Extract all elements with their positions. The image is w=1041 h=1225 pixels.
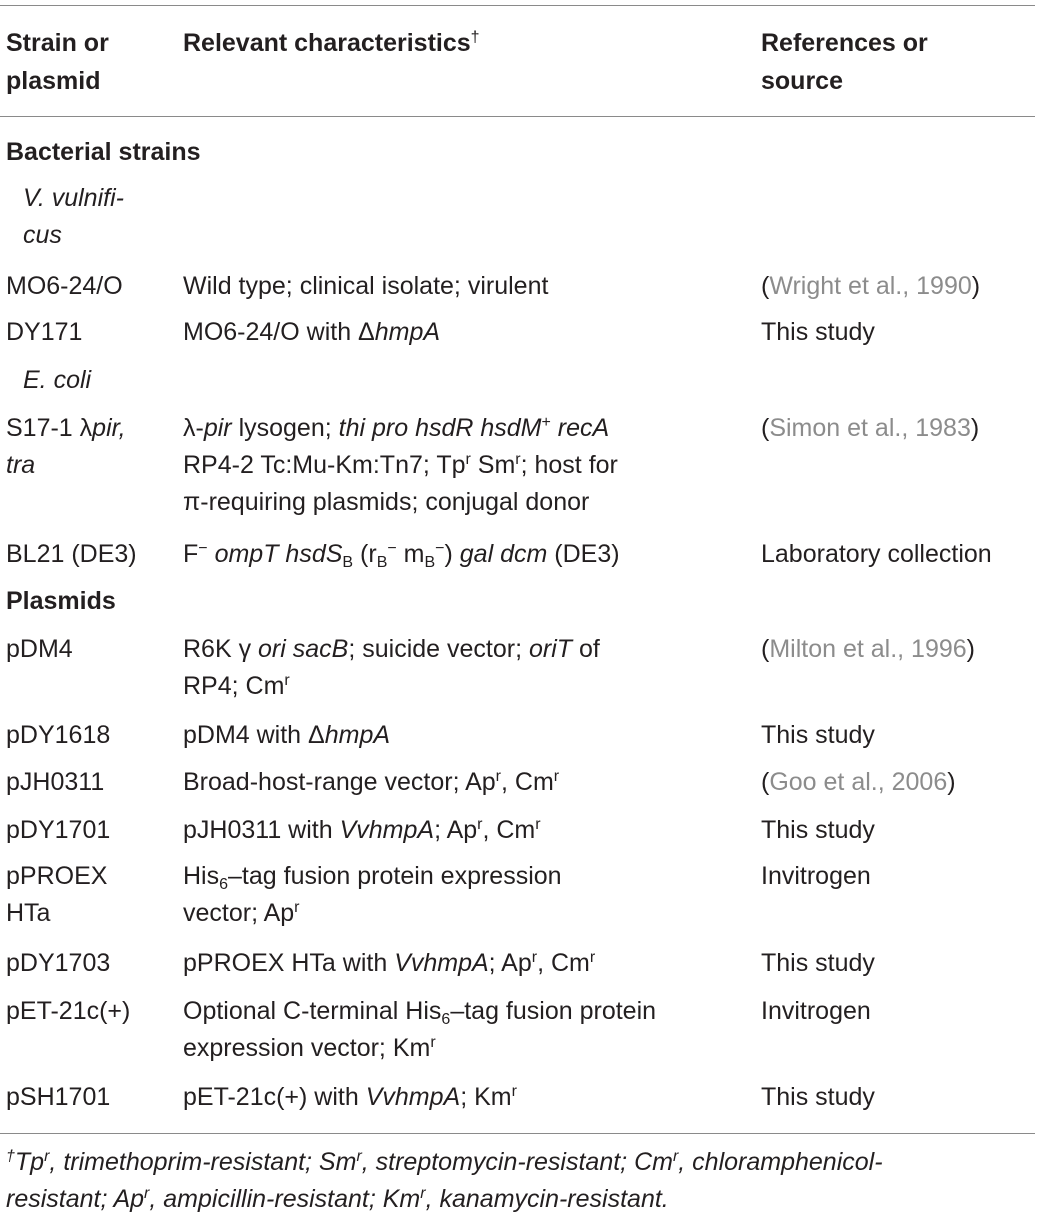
t: r	[511, 1083, 517, 1100]
t: r	[531, 949, 538, 966]
t: HTa	[6, 899, 51, 927]
reference-link[interactable]: Wright et al., 1990	[769, 272, 972, 300]
t: 6	[219, 876, 229, 893]
plasmid-name: pET-21c(+)	[6, 997, 131, 1025]
t: ; host for	[520, 451, 618, 479]
t: r	[589, 949, 596, 966]
reference-link[interactable]: Goo et al., 2006	[769, 768, 948, 796]
t: r	[672, 1148, 679, 1165]
header-col1-line2: plasmid	[6, 67, 101, 95]
t: r	[477, 816, 483, 833]
characteristics	[183, 717, 743, 754]
footnote-dagger: †	[6, 1148, 15, 1165]
ref-open: (	[761, 635, 770, 663]
plasmid-name	[6, 858, 176, 932]
t: B	[424, 554, 436, 571]
strain-name: MO6-24/O	[6, 272, 123, 300]
gene-name: hmpA	[324, 721, 391, 749]
header-relevant-characteristics	[183, 24, 743, 62]
reference	[761, 410, 1041, 447]
t: gal dcm	[459, 540, 548, 568]
reference: This study	[761, 1083, 875, 1111]
reference-link[interactable]: Milton et al., 1996	[769, 635, 967, 663]
ref-close: )	[971, 272, 981, 300]
t: , chloramphenicol-	[678, 1148, 883, 1176]
reference: This study	[761, 816, 875, 844]
gene-name: VvhmpA	[394, 949, 489, 977]
characteristics: Wild type; clinical isolate; virulent	[183, 272, 549, 300]
t: r	[284, 672, 290, 689]
characteristics	[183, 410, 743, 521]
header-col3-line1: References or	[761, 29, 928, 57]
t: , ampicillin-resistant; Km	[149, 1185, 421, 1213]
strain-name: BL21 (DE3)	[6, 540, 137, 568]
t: ori sacB	[258, 635, 349, 663]
t: expression vector; Km	[183, 1034, 431, 1062]
header-rule	[0, 116, 1035, 117]
t: F	[183, 540, 199, 568]
t: –tag fusion protein	[450, 997, 657, 1025]
t: B	[342, 554, 354, 571]
section-title-bacterial: Bacterial strains	[6, 138, 201, 166]
t: π-requiring plasmids; conjugal donor	[183, 488, 590, 516]
t: RP4; Cm	[183, 672, 285, 700]
t: pJH0311 with	[183, 816, 340, 844]
reference	[761, 268, 1041, 305]
t: −	[198, 540, 208, 557]
t: r	[294, 899, 300, 916]
t: r	[430, 1034, 436, 1051]
t: Broad-host-range vector; Ap	[183, 768, 496, 796]
t: , streptomycin-resistant; Cm	[361, 1148, 673, 1176]
t: ; Ap	[488, 949, 532, 977]
characteristics	[183, 764, 743, 801]
reference: This study	[761, 949, 875, 977]
t: Tp	[14, 1148, 45, 1176]
header-col1-line1: Strain or	[6, 29, 109, 57]
vvul-line1: V. vulnifi-	[23, 184, 124, 212]
t: λ-	[183, 414, 204, 442]
reference	[761, 631, 1041, 668]
t: , kanamycin-resistant.	[425, 1185, 669, 1213]
reference: This study	[761, 721, 875, 749]
t: ; suicide vector;	[348, 635, 529, 663]
t: r	[495, 768, 501, 785]
strain-name: DY171	[6, 318, 83, 346]
table-top-rule	[0, 5, 1035, 6]
header-strain-or-plasmid	[6, 24, 176, 100]
t: +	[541, 414, 551, 431]
t: , trimethoprim-resistant; Sm	[49, 1148, 357, 1176]
t: resistant; Ap	[6, 1185, 145, 1213]
t: thi pro hsdR hsdM	[338, 414, 542, 442]
t: r	[535, 816, 541, 833]
t: lysogen;	[231, 414, 339, 442]
plasmid-name: pSH1701	[6, 1083, 111, 1111]
header-dagger: †	[470, 29, 480, 46]
t: 6	[441, 1011, 451, 1028]
s17-name-a: S17-1 λ	[6, 414, 93, 442]
plasmid-name: pDY1703	[6, 949, 111, 977]
reference: Laboratory collection	[761, 540, 992, 568]
reference: Invitrogen	[761, 862, 871, 890]
t: )	[444, 540, 460, 568]
t: r	[465, 451, 471, 468]
t: pir	[203, 414, 232, 442]
t: ; Ap	[434, 816, 478, 844]
reference: Invitrogen	[761, 997, 871, 1025]
subsection-title-ecoli: E. coli	[23, 366, 92, 394]
header-references	[761, 24, 1041, 100]
plasmid-name: pDY1618	[6, 721, 111, 749]
t: oriT	[528, 635, 573, 663]
t: pET-21c(+) with	[183, 1083, 366, 1111]
header-col3-line2: source	[761, 67, 843, 95]
t: His	[183, 862, 220, 890]
characteristics	[183, 945, 743, 982]
gene-name: VvhmpA	[365, 1083, 461, 1111]
t: B	[376, 554, 388, 571]
t: –tag fusion protein expression	[228, 862, 562, 890]
reference	[761, 764, 1041, 801]
ref-close: )	[966, 635, 975, 663]
t: r	[553, 768, 560, 785]
t: r	[356, 1148, 362, 1165]
ref-open: (	[761, 414, 770, 442]
t: recA	[550, 414, 610, 442]
characteristics	[183, 993, 743, 1067]
t: m	[396, 540, 425, 568]
subsection-title-vvulnificus	[6, 180, 193, 254]
plasmid-name: pDM4	[6, 635, 73, 663]
t: , Cm	[537, 949, 590, 977]
section-title-plasmids: Plasmids	[6, 587, 116, 615]
table-bottom-rule	[0, 1133, 1035, 1134]
characteristics	[183, 858, 743, 932]
t: pPROEX HTa with	[183, 949, 395, 977]
t: vector; Ap	[183, 899, 295, 927]
characteristics	[183, 631, 743, 705]
t: ; Km	[460, 1083, 512, 1111]
t: , Cm	[482, 816, 536, 844]
characteristics	[183, 314, 743, 351]
t: r	[44, 1148, 50, 1165]
s17-name-c: tra	[6, 451, 36, 479]
t: −	[387, 540, 397, 557]
ref-open: (	[761, 768, 770, 796]
t: r	[144, 1185, 150, 1202]
t: r	[420, 1185, 426, 1202]
desc-text: MO6-24/O with Δ	[183, 318, 375, 346]
ref-close: )	[947, 768, 956, 796]
t: Optional C-terminal His	[183, 997, 442, 1025]
vvul-line2: cus	[23, 221, 62, 249]
s17-name-b: pir,	[92, 414, 126, 442]
gene-name: hmpA	[374, 318, 441, 346]
t: −	[435, 540, 445, 557]
t: r	[515, 451, 521, 468]
t: pDM4 with Δ	[183, 721, 325, 749]
reference-link[interactable]: Simon et al., 1983	[769, 414, 971, 442]
t: of	[572, 635, 600, 663]
ref-close: )	[970, 414, 980, 442]
reference: This study	[761, 318, 875, 346]
t: Sm	[470, 451, 516, 479]
t: pPROEX	[6, 862, 108, 890]
characteristics	[183, 536, 763, 573]
strain-name	[6, 410, 176, 484]
t: , Cm	[501, 768, 554, 796]
plasmid-name: pJH0311	[6, 768, 105, 796]
characteristics	[183, 1079, 743, 1116]
header-col2-text: Relevant characteristics	[183, 29, 471, 57]
t: RP4-2 Tc:Mu-Km:Tn7; Tp	[183, 451, 466, 479]
t: R6K γ	[183, 635, 259, 663]
gene-name: VvhmpA	[339, 816, 435, 844]
t: ompT hsdS	[207, 540, 343, 568]
t: (r	[353, 540, 377, 568]
table-footnote	[6, 1144, 1036, 1218]
ref-open: (	[761, 272, 770, 300]
plasmid-name: pDY1701	[6, 816, 111, 844]
characteristics	[183, 812, 743, 849]
t: (DE3)	[547, 540, 620, 568]
